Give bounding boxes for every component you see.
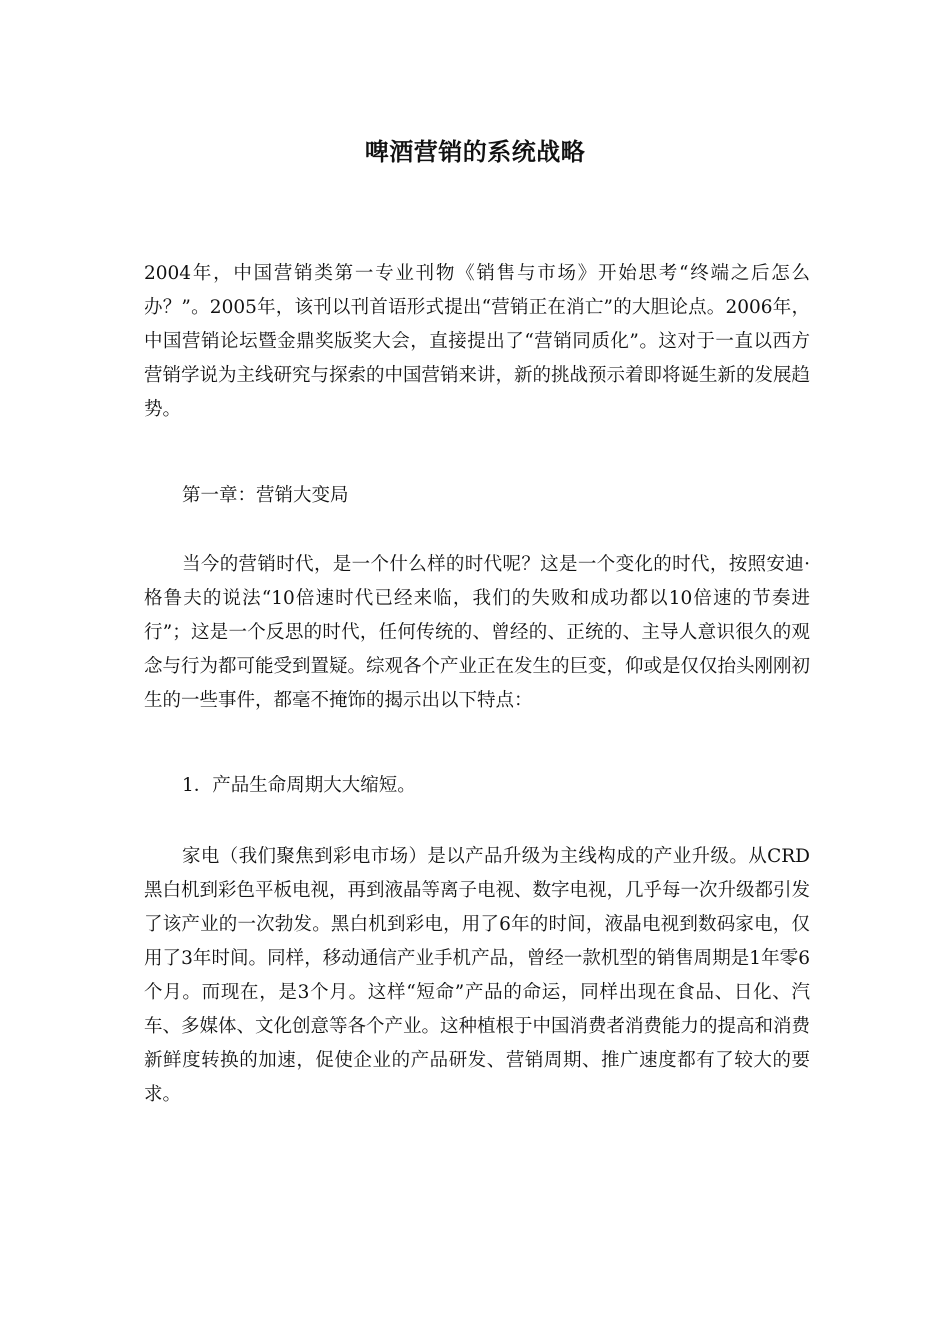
point-1-heading: 1．产品生命周期大大缩短。 [182,775,416,796]
intro-paragraph: 2004年，中国营销类第一专业刊物《销售与市场》开始思考“终端之后怎么办？”。2005年，该刊以刊首语形式提出“营销正在消亡”的大胆论点。2006年，中国营销论坛暨金鼎奖版奖大会，直接提出了“营销同质化”。这对于一直以西方营销学说为主线研究与探索的中国营销来讲，新的挑战预示着即将诞生新的发展趋势。 [144,263,811,420]
era-paragraph: 当今的营销时代，是一个什么样的时代呢？这是一个变化的时代，按照安迪·格鲁夫的说法“10倍速时代已经来临，我们的失败和成功都以10倍速的节奏进行”；这是一个反思的时代，任何传统的、曾经的、正统的、主导人意识很久的观念与行为都可能受到置疑。综观各个产业正在发生的巨变，仰或是仅仅抬头刚刚初生的一些事件，都毫不掩饰的揭示出以下特点： [144,554,811,711]
document-title: 啤酒营销的系统战略 [364,138,586,166]
chapter-heading: 第一章：营销大变局 [182,485,349,506]
appliance-paragraph: 家电（我们聚焦到彩电市场）是以产品升级为主线构成的产业升级。从CRD黑白机到彩色平板电视，再到液晶等离子电视、数字电视，几乎每一次升级都引发了该产业的一次勃发。黑白机到彩电，用了6年的时间，液晶电视到数码家电，仅用了3年时间。同样，移动通信产业手机产品，曾经一款机型的销售周期是1年零6个月。而现在，是3个月。这样“短命”产品的命运，同样出现在食品、日化、汽车、多媒体、文化创意等各个产业。这种植根于中国消费者消费能力的提高和消费新鲜度转换的加速，促使企业的产品研发、营销周期、推广速度都有了较大的要求。 [144,846,811,1105]
